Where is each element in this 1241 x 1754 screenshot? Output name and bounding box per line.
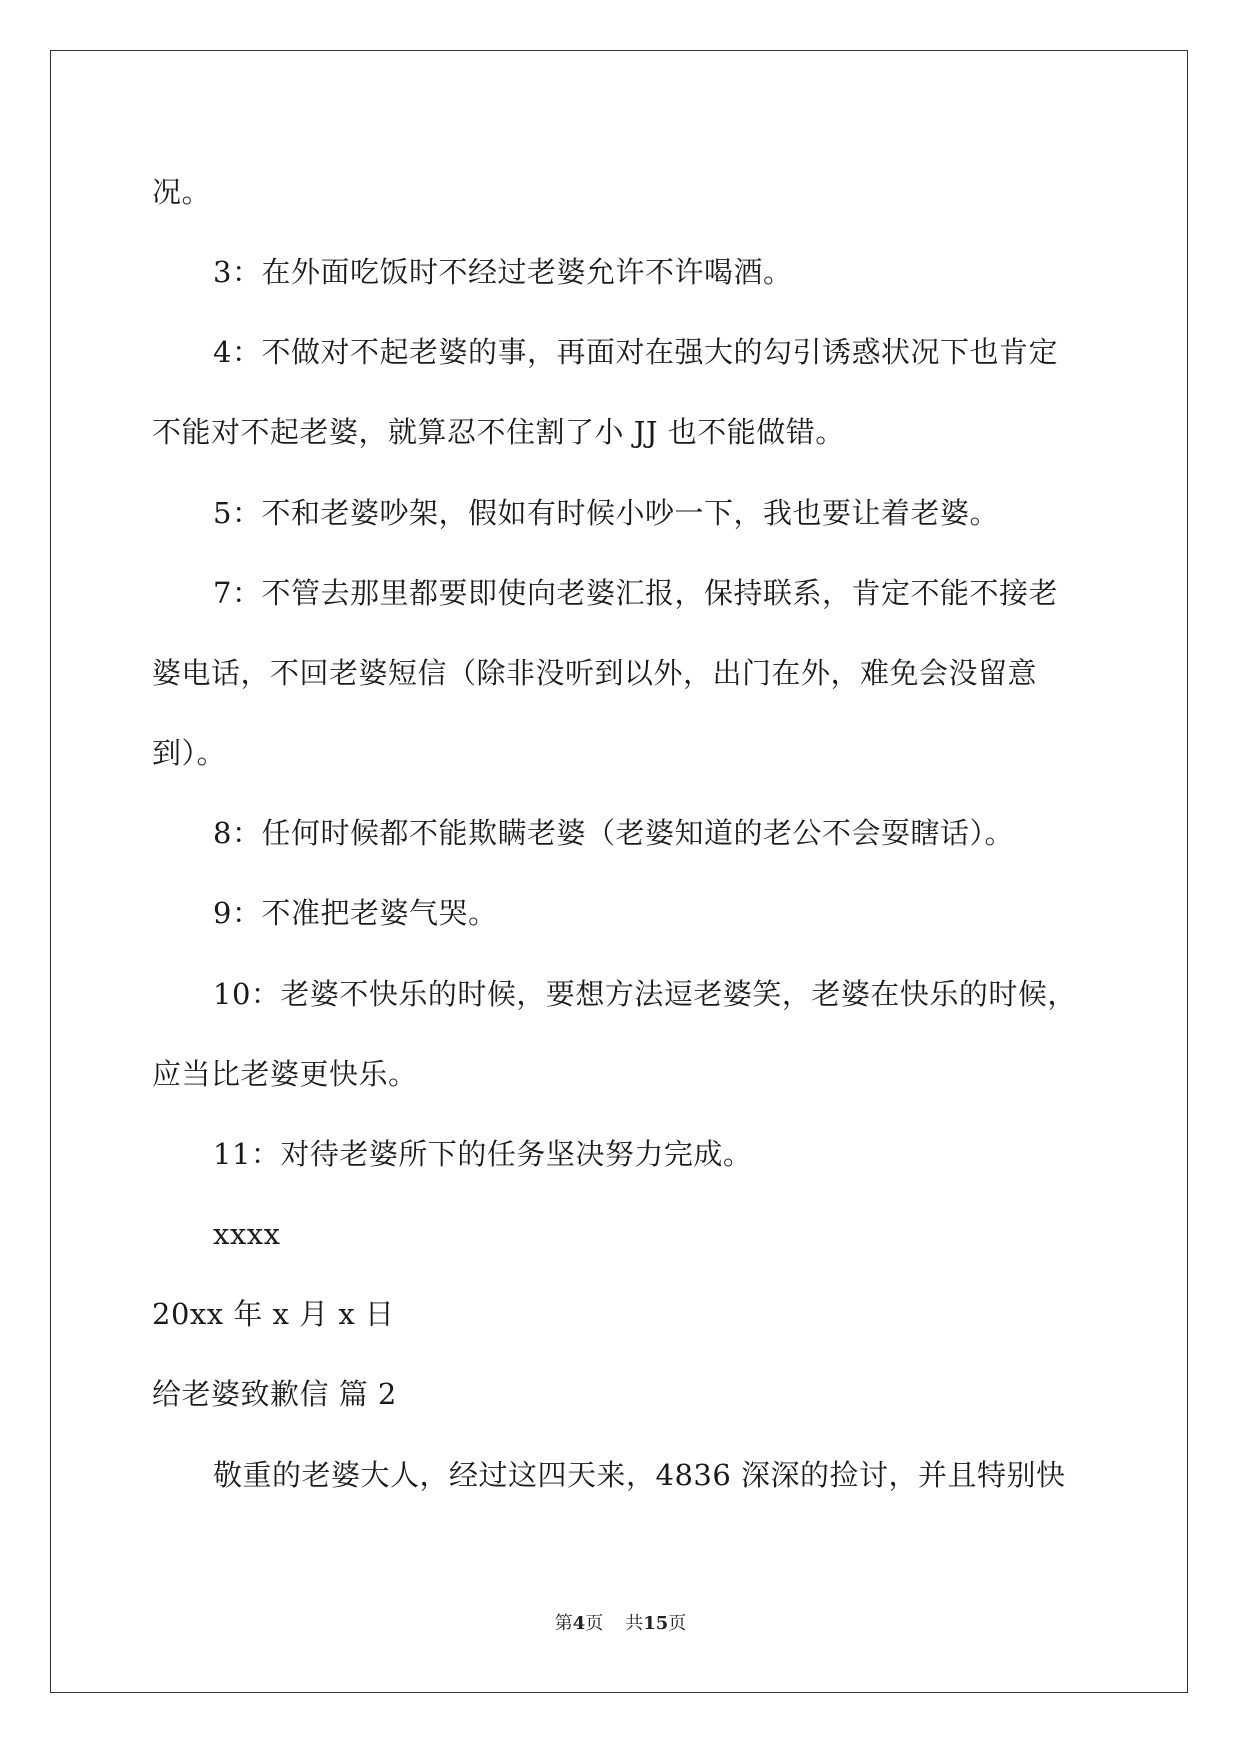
footer-total-number: 15: [643, 1613, 669, 1634]
page-footer: [0, 1612, 1241, 1636]
text-line: 到）。: [152, 736, 227, 770]
text-line: 况。: [152, 175, 212, 209]
text-line: 应当比老婆更快乐。: [152, 1057, 418, 1091]
text-line: 11：对待老婆所下的任务坚决努力完成。: [213, 1137, 753, 1171]
section-heading: 给老婆致歉信 篇 2: [152, 1377, 397, 1411]
page-border: [50, 50, 1188, 1693]
text-line: 3：在外面吃饭时不经过老婆允许不许喝酒。: [213, 255, 793, 289]
text-line: 10：老婆不快乐的时候，要想方法逗老婆笑，老婆在快乐的时候，: [213, 977, 1077, 1011]
footer-total-suffix: 页: [668, 1613, 687, 1634]
footer-total-prefix: 共: [625, 1613, 644, 1634]
text-line: 4：不做对不起老婆的事，再面对在强大的勾引诱惑状况下也肯定: [213, 335, 1058, 369]
signature: xxxx: [213, 1217, 281, 1251]
footer-page-number: 4: [572, 1613, 586, 1634]
text-line: 9：不准把老婆气哭。: [213, 896, 498, 930]
footer-page-suffix: 页: [585, 1613, 604, 1634]
text-line: 5：不和老婆吵架，假如有时候小吵一下，我也要让着老婆。: [213, 496, 999, 530]
text-line: 婆电话，不回老婆短信（除非没听到以外，出门在外，难免会没留意: [152, 656, 1038, 690]
text-line: 8：任何时候都不能欺瞒老婆（老婆知道的老公不会耍瞎话）。: [213, 816, 1014, 850]
date-line: 20xx 年 x 月 x 日: [152, 1297, 395, 1331]
text-line: 敬重的老婆大人，经过这四天来，4836 深深的捡讨，并且特别快: [213, 1458, 1066, 1492]
footer-page-prefix: 第: [554, 1613, 573, 1634]
text-line: 7：不管去那里都要即使向老婆汇报，保持联系，肯定不能不接老: [213, 576, 1058, 610]
text-line: 不能对不起老婆，就算忍不住割了小 JJ 也不能做错。: [152, 415, 845, 449]
